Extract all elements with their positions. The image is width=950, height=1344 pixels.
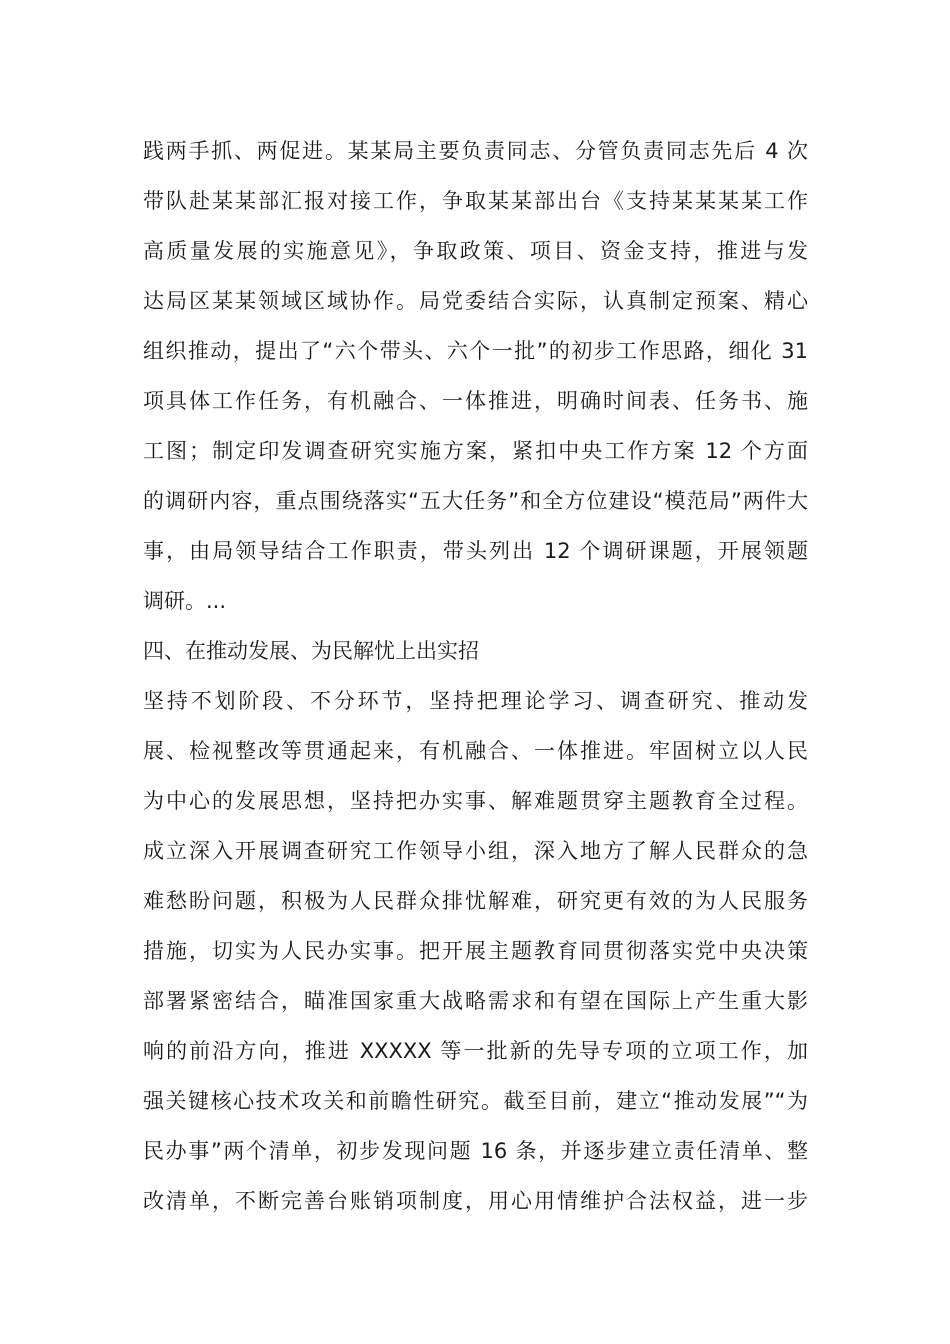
text-line: 事，由局领导结合工作职责，带头列出 12 个调研课题，开展领题 [143,539,808,563]
text-line: 带队赴某某部汇报对接工作，争取某某部出台《支持某某某某工作 [143,189,808,213]
text-line: 改清单，不断完善台账销项制度，用心用情维护合法权益，进一步 [143,1189,808,1213]
text-line: 难愁盼问题，积极为人民群众排忧解难，研究更有效的为人民服务 [143,889,808,913]
text-line: 项具体工作任务，有机融合、一体推进，明确时间表、任务书、施 [143,389,808,413]
section-heading: 四、在推动发展、为民解忧上出实招 [143,639,479,663]
text-line: 展、检视整改等贯通起来，有机融合、一体推进。牢固树立以人民 [143,739,808,763]
text-line: 达局区某某领域区域协作。局党委结合实际，认真制定预案、精心 [143,289,808,313]
text-line: 措施，切实为人民办实事。把开展主题教育同贯彻落实党中央决策 [143,939,808,963]
text-line: 工图；制定印发调查研究实施方案，紧扣中央工作方案 12 个方面 [143,439,808,463]
text-line: 部署紧密结合，瞄准国家重大战略需求和有望在国际上产生重大影 [143,989,808,1013]
text-line: 响的前沿方向，推进 XXXXX 等一批新的先导专项的立项工作，加 [143,1039,808,1063]
text-line: 坚持不划阶段、不分环节，坚持把理论学习、调查研究、推动发 [143,689,808,713]
text-line: 组织推动，提出了“六个带头、六个一批”的初步工作思路，细化 31 [143,339,808,363]
text-line: 调研。... [143,589,227,613]
text-line: 民办事”两个清单，初步发现问题 16 条，并逐步建立责任清单、整 [143,1139,808,1163]
document-body [143,126,808,1226]
text-line: 成立深入开展调查研究工作领导小组，深入地方了解人民群众的急 [143,839,808,863]
text-line: 践两手抓、两促进。某某局主要负责同志、分管负责同志先后 4 次 [143,139,808,163]
text-line: 为中心的发展思想，坚持把办实事、解难题贯穿主题教育全过程。 [143,789,808,813]
text-line: 强关键核心技术攻关和前瞻性研究。截至目前，建立“推动发展”“为 [143,1089,808,1113]
text-line: 高质量发展的实施意见》，争取政策、项目、资金支持，推进与发 [143,239,808,263]
text-line: 的调研内容，重点围绕落实“五大任务”和全方位建设“模范局”两件大 [143,489,808,513]
